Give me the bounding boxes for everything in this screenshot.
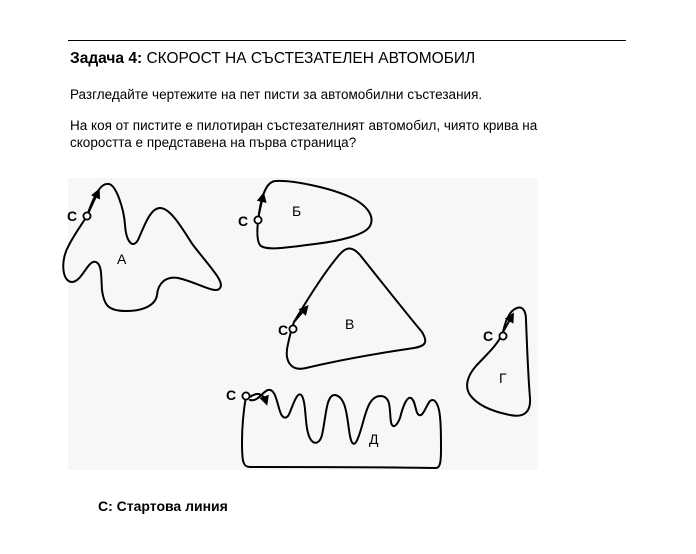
tracks-figure	[60, 170, 550, 480]
task-number: Задача 4:	[70, 50, 143, 67]
tracks-drawing	[60, 170, 550, 480]
task-title	[70, 50, 475, 68]
track-e-label: Д	[369, 431, 379, 447]
track-c-outline	[287, 248, 425, 368]
top-rule	[68, 40, 626, 41]
track-a-label: А	[117, 251, 127, 267]
task-heading: СКОРОСТ НА СЪСТЕЗАТЕЛЕН АВТОМОБИЛ	[146, 50, 476, 67]
track-a-start-marker	[83, 212, 90, 219]
track-d-outline	[467, 308, 530, 416]
track-d-start-label: С	[483, 328, 494, 344]
track-b-start-label: С	[238, 213, 249, 229]
track-c-start-label: С	[278, 322, 289, 338]
track-d-label: Г	[499, 370, 507, 386]
track-b-label: Б	[292, 203, 302, 219]
track-b-outline	[257, 181, 371, 248]
track-e-start-label: С	[226, 387, 237, 403]
question-paragraph	[70, 117, 537, 151]
track-c-label: В	[345, 316, 355, 332]
intro-paragraph: Разгледайте чертежите на пет писти за автомобилни състезания.	[70, 87, 483, 102]
start-line-legend: С: Стартова линия	[98, 498, 228, 514]
track-b-start-marker	[254, 216, 261, 223]
track-d-start-marker	[499, 332, 506, 339]
track-e-outline	[242, 390, 441, 468]
track-a-outline	[63, 184, 221, 311]
track-c-start-marker	[289, 325, 296, 332]
question-line-1: На коя от пистите е пилотиран състезателният автомобил, чиято крива на	[70, 118, 538, 133]
track-a-start-label: С	[67, 208, 78, 224]
track-e-start-marker	[242, 392, 249, 399]
question-line-2: скоростта е представена на първа страница?	[70, 135, 357, 150]
